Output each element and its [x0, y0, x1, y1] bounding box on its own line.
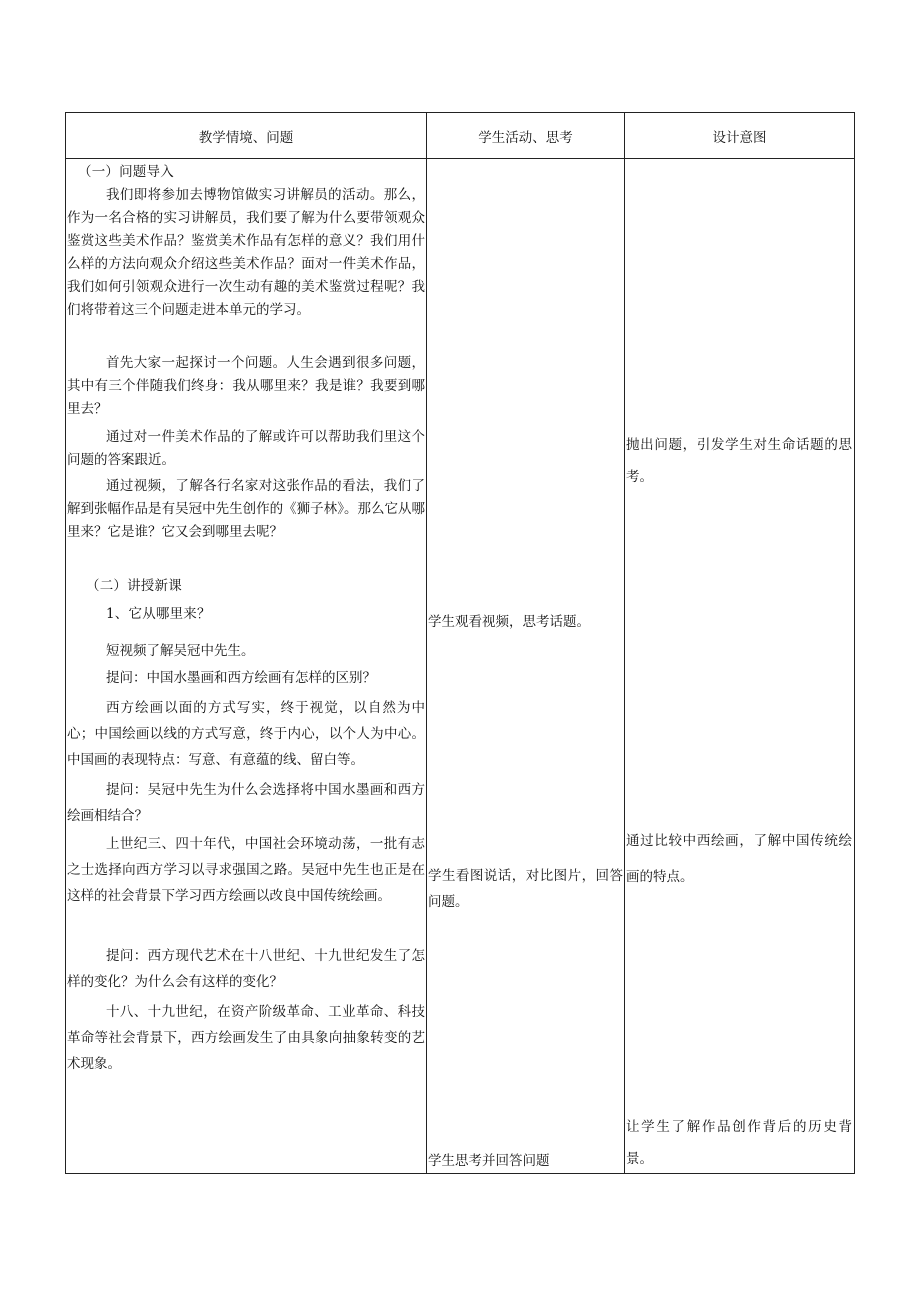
student-activity: 学生思考并回答问题 — [428, 1153, 550, 1169]
paragraph: 上世纪三、四十年代，中国社会环境动荡，一批有志之士选择向西方学习以寻求强国之路。吴冠中先生也正是在这样的社会背景下学习西方绘画以改良中国传统绘画。 — [67, 836, 425, 904]
lesson-plan-table — [65, 112, 855, 1174]
paragraph: 十八、十九世纪，在资产阶级革命、工业革命、科技革命等社会背景下，西方绘画发生了由具象向抽象转变的艺术现象。 — [67, 1004, 425, 1072]
paragraph: 短视频了解吴冠中先生。 — [106, 643, 255, 659]
section-subtitle: 1、它从哪里来？ — [106, 606, 211, 622]
design-intent: 让学生了解作品创作背后的历史背景。 — [626, 1119, 852, 1167]
column-divider — [426, 113, 427, 1173]
paragraph: 提问：西方现代艺术在十八世纪、十九世纪发生了怎样的变化？为什么会有这样的变化？ — [67, 948, 425, 990]
design-intent: 通过比较中西绘画，了解中国传统绘画的特点。 — [626, 833, 852, 885]
section-title: （一）问题导入 — [78, 164, 174, 180]
student-activity: 学生看图说话，对比图片，回答问题。 — [428, 868, 623, 910]
header-divider — [66, 158, 854, 159]
paragraph: 提问：吴冠中先生为什么会选择将中国水墨画和西方绘画相结合？ — [67, 782, 425, 824]
paragraph: 我们即将参加去博物馆做实习讲解员的活动。那么，作为一名合格的实习讲解员，我们要了解为什么要带领观众鉴赏这些美术作品？鉴赏美术作品有怎样的意义？我们用什么样的方法向观众介绍这些美术作品？面对一件美术作品，我们如何引领观众进行一次生动有趣的美术鉴赏过程呢？我们将带着这三个问题走进本单元的学习。 — [67, 187, 425, 318]
paragraph: 通过视频，了解各行名家对这张作品的看法，我们了解到张幅作品是有吴冠中先生创作的《狮子林》。那么它从哪里来？它是谁？它又会到哪里去呢？ — [67, 478, 425, 540]
student-activity: 学生观看视频，思考话题。 — [428, 614, 590, 630]
header-design-intent: 设计意图 — [712, 129, 767, 146]
header-teaching-context: 教学情境、问题 — [198, 129, 294, 146]
design-intent: 抛出问题，引发学生对生命话题的思考。 — [626, 437, 852, 485]
paragraph: 通过对一件美术作品的了解或许可以帮助我们里这个问题的答案跟近。 — [67, 429, 425, 468]
paragraph: 首先大家一起探讨一个问题。人生会遇到很多问题，其中有三个伴随我们终身：我从哪里来？我是谁？我要到哪里去？ — [67, 355, 425, 417]
section-title: （二）讲授新课 — [86, 578, 182, 594]
paragraph: 提问：中国水墨画和西方绘画有怎样的区别？ — [106, 670, 376, 686]
column-divider — [624, 113, 625, 1173]
paragraph: 西方绘画以面的方式写实，终于视觉，以自然为中心；中国绘画以线的方式写意，终于内心，以个人为中心。中国画的表现特点：写意、有意蕴的线、留白等。 — [67, 700, 425, 768]
header-student-activity: 学生活动、思考 — [478, 129, 573, 146]
